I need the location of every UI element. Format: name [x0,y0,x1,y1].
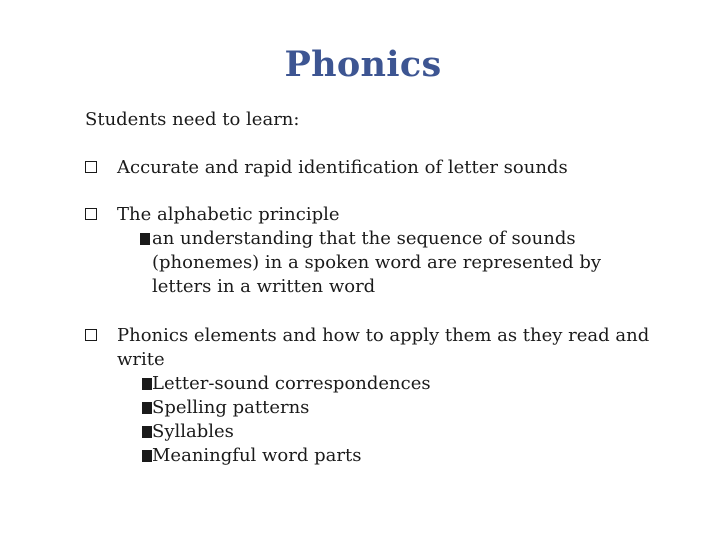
bullet-text: Phonics elements and how to apply them as they read and write [117,325,650,370]
sub-bullet-item [140,227,640,299]
sub-bullet-item [142,396,685,420]
bullet-text: The alphabetic principle [117,204,340,225]
sub-bullet-text: Spelling patterns [152,397,310,418]
bullet-item [85,156,685,180]
bullet-item [85,203,685,299]
slide-title: Phonics [284,44,442,85]
sub-bullet-item [142,420,685,444]
checkbox-bullet-icon [85,208,97,220]
square-bullet-icon [142,426,152,438]
intro-text: Students need to learn: [85,109,300,130]
square-bullet-icon [142,450,152,462]
square-bullet-icon [142,402,152,414]
sub-bullet-text: Syllables [152,421,234,442]
checkbox-bullet-icon [85,329,97,341]
sub-bullet-text: Meaningful word parts [152,445,362,466]
sub-bullet-item [142,372,685,396]
square-bullet-icon [140,233,150,245]
sub-bullet-text: Letter-sound correspondences [152,373,431,394]
sub-bullet-text: an understanding that the sequence of sounds (phonemes) in a spoken word are represented by letters in a written word [152,228,602,297]
sub-bullet-item [142,444,685,468]
checkbox-bullet-icon [85,161,97,173]
bullet-text: Accurate and rapid identification of letter sounds [117,157,568,178]
bullet-item [85,324,685,468]
square-bullet-icon [142,378,152,390]
